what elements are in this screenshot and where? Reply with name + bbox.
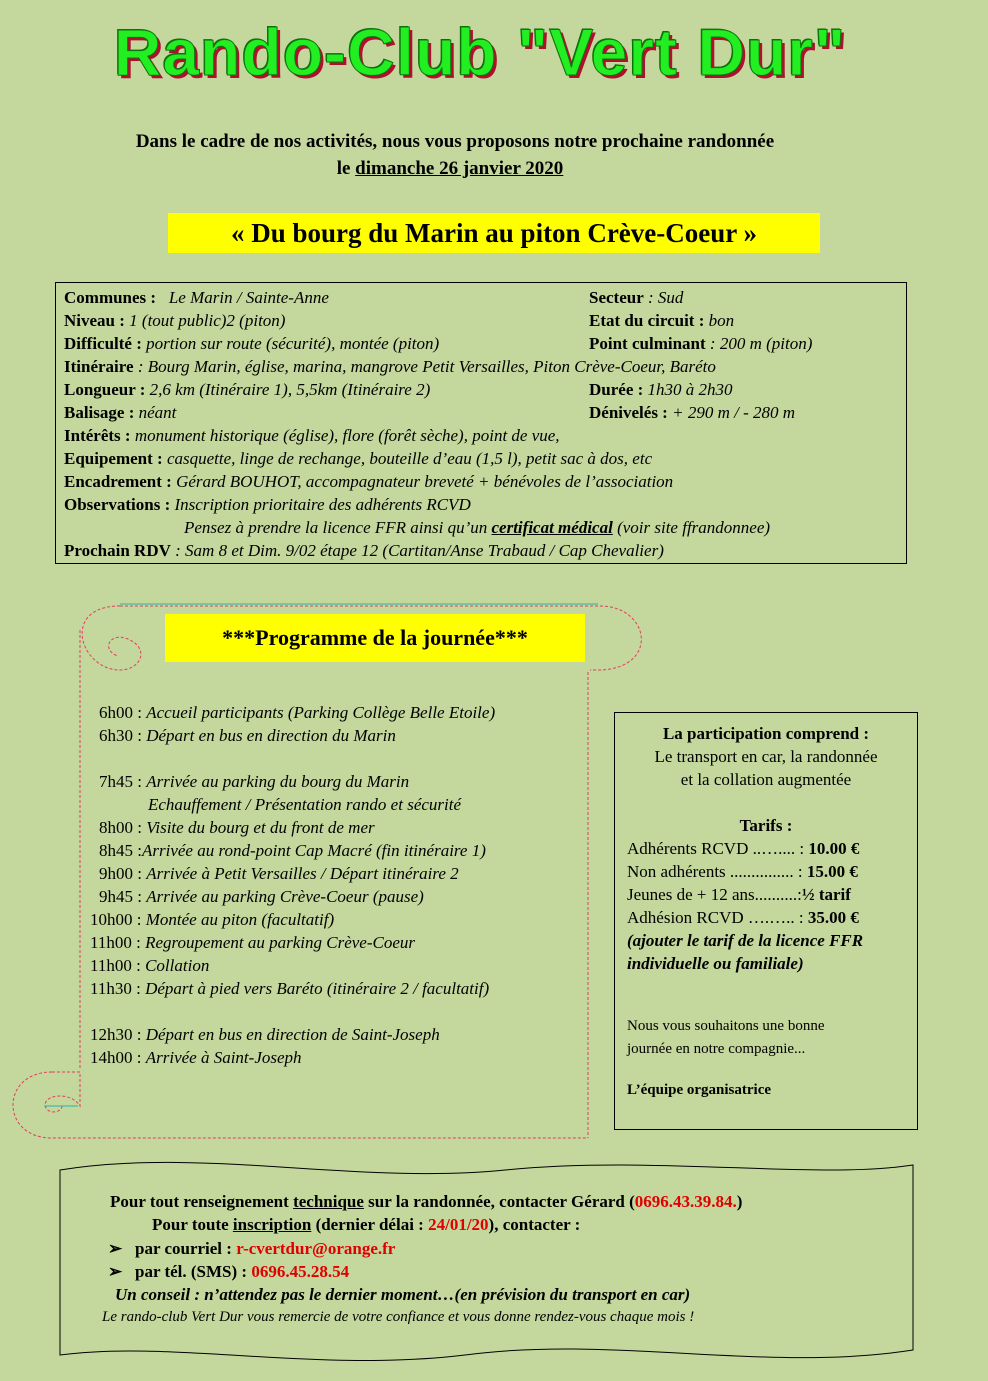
deniveles-value: + 290 m / - 280 m bbox=[667, 403, 796, 422]
technical-contact-line bbox=[110, 1190, 742, 1213]
rdv-label: Prochain RDV bbox=[64, 541, 171, 560]
programme-text: Echauffement / Présentation rando et sécurité bbox=[148, 795, 462, 814]
tarif-row bbox=[627, 860, 858, 883]
inscription-word: inscription bbox=[232, 1215, 312, 1234]
duree-value: 1h30 à 2h30 bbox=[643, 380, 733, 399]
programme-time: 11h00 : bbox=[90, 933, 146, 952]
programme-title: ***Programme de la journée*** bbox=[165, 614, 585, 662]
tarif-row bbox=[627, 906, 859, 929]
tarif-row bbox=[627, 837, 859, 860]
tarif-label: Adhésion RCVD ….….. : bbox=[627, 908, 808, 927]
programme-time: 10h00 : bbox=[90, 910, 146, 929]
deadline-date: 24/01/20 bbox=[428, 1215, 489, 1234]
programme-time: 11h00 : bbox=[90, 956, 146, 975]
programme-text: Regroupement au parking Crève-Coeur bbox=[145, 933, 415, 952]
balisage-value: néant bbox=[134, 403, 177, 422]
communes-value: Le Marin / Sainte-Anne bbox=[168, 288, 329, 307]
licence-note-2: individuelle ou familiale) bbox=[627, 954, 804, 973]
programme-item bbox=[99, 701, 495, 724]
signature: L’équipe organisatrice bbox=[627, 1082, 772, 1098]
itineraire-value: : Bourg Marin, église, marina, mangrove Petit Versailles, Piton Crève-Coeur, Baréto bbox=[133, 357, 716, 376]
programme-item bbox=[90, 1023, 440, 1046]
longueur-row bbox=[64, 378, 430, 401]
tarif-price: 15.00 € bbox=[806, 862, 858, 881]
balisage-row bbox=[64, 401, 176, 424]
email-link[interactable]: r-cvertdur@orange.fr bbox=[236, 1239, 396, 1258]
communes-row bbox=[64, 286, 329, 309]
programme-time: 14h00 : bbox=[90, 1048, 146, 1067]
programme-text: Montée au piton (facultatif) bbox=[145, 910, 335, 929]
longueur-value: 2,6 km (Itinéraire 1), 5,5km (Itinéraire 2) bbox=[145, 380, 431, 399]
secteur-row bbox=[589, 286, 683, 309]
programme-item bbox=[90, 931, 415, 954]
programme-text: Départ en bus en direction du Marin bbox=[146, 726, 396, 745]
tarif-label: Adhérents RCVD ..….... : bbox=[627, 839, 809, 858]
equipement-label: Equipement : bbox=[64, 449, 163, 468]
gerard-phone[interactable]: 0696.43.39.84. bbox=[634, 1192, 737, 1211]
sms-phone[interactable]: 0696.45.28.54 bbox=[251, 1262, 350, 1281]
programme-item bbox=[99, 816, 375, 839]
tarif-label: Non adhérents ............... : bbox=[627, 862, 807, 881]
observations-row bbox=[64, 493, 471, 516]
point-row bbox=[589, 332, 812, 355]
interets-value: monument historique (église), flore (forêt sèche), point de vue, bbox=[130, 426, 560, 445]
observations-value: Inscription prioritaire des adhérents RCVD bbox=[170, 495, 471, 514]
contact-text: ) bbox=[736, 1192, 743, 1211]
wish-line-1: Nous vous souhaitons une bonne bbox=[627, 1018, 825, 1034]
email-line bbox=[108, 1237, 395, 1260]
deniveles-row bbox=[589, 401, 795, 424]
interets-label: Intérêts : bbox=[64, 426, 131, 445]
bullet-arrow-icon: ➢ bbox=[108, 1239, 123, 1258]
equipement-value: casquette, linge de rechange, bouteille d’eau (1,5 l), petit sac à dos, etc bbox=[162, 449, 653, 468]
programme-text: Arrivée au rond-point Cap Macré (fin itinéraire 1) bbox=[141, 841, 486, 860]
programme-time: 11h30 : bbox=[90, 979, 146, 998]
programme-time: 12h30 : bbox=[90, 1025, 146, 1044]
difficulte-row bbox=[64, 332, 439, 355]
intro-line-2 bbox=[40, 158, 860, 180]
hike-date: dimanche 26 janvier 2020 bbox=[355, 158, 564, 179]
programme-item bbox=[90, 977, 489, 1000]
programme-text: Collation bbox=[145, 956, 210, 975]
programme-text: Arrivée à Petit Versailles / Départ itinéraire 2 bbox=[146, 864, 459, 883]
programme-text: Départ à pied vers Baréto (itinéraire 2 / facultatif) bbox=[145, 979, 490, 998]
programme-text: Arrivée à Saint-Joseph bbox=[145, 1048, 302, 1067]
programme-text: Arrivée au parking du bourg du Marin bbox=[146, 772, 410, 791]
longueur-label: Longueur : bbox=[64, 380, 146, 399]
contact-text: Pour tout renseignement bbox=[110, 1192, 294, 1211]
intro-prefix: le bbox=[336, 158, 356, 179]
tarif-label: Jeunes de + 12 ans..........: bbox=[627, 885, 802, 904]
niveau-row bbox=[64, 309, 285, 332]
licence-note-1: (ajouter le tarif de la licence FFR bbox=[627, 931, 864, 950]
duree-label: Durée : bbox=[589, 380, 644, 399]
wish-line-2: journée en notre compagnie... bbox=[627, 1041, 806, 1057]
contact-text: sur la randonnée, contacter Gérard ( bbox=[363, 1192, 635, 1211]
programme-item bbox=[99, 862, 459, 885]
observations-label: Observations : bbox=[64, 495, 171, 514]
participation-title: La participation comprend : bbox=[662, 724, 870, 743]
tarif-price: ½ tarif bbox=[801, 885, 851, 904]
tarifs-title: Tarifs : bbox=[739, 816, 793, 835]
point-label: Point culminant bbox=[589, 334, 706, 353]
programme-text: Départ en bus en direction de Saint-Joseph bbox=[145, 1025, 440, 1044]
etat-value: bon bbox=[704, 311, 735, 330]
programme-item bbox=[99, 724, 396, 747]
programme-text: Arrivée au parking Crève-Coeur (pause) bbox=[146, 887, 424, 906]
itineraire-label: Itinéraire bbox=[64, 357, 134, 376]
tarifs-box bbox=[614, 712, 918, 1130]
programme-time: 9h00 : bbox=[99, 864, 147, 883]
programme-item bbox=[148, 793, 461, 816]
programme-item bbox=[90, 954, 209, 977]
programme-time: 9h45 : bbox=[99, 887, 147, 906]
contact-text: ), contacter : bbox=[488, 1215, 581, 1234]
difficulte-value: portion sur route (sécurité), montée (piton) bbox=[141, 334, 440, 353]
programme-item bbox=[90, 908, 334, 931]
encadrement-value: Gérard BOUHOT, accompagnateur breveté + bénévoles de l’association bbox=[171, 472, 674, 491]
tarif-price: 10.00 € bbox=[808, 839, 860, 858]
medical-certificate-text: certificat médical bbox=[491, 518, 613, 537]
rdv-row bbox=[64, 539, 664, 562]
programme-time: 8h45 : bbox=[99, 841, 142, 860]
participation-line-2: et la collation augmentée bbox=[680, 770, 852, 789]
hike-info-box bbox=[55, 282, 907, 564]
duree-row bbox=[589, 378, 733, 401]
hike-title: « Du bourg du Marin au piton Crève-Coeur » bbox=[168, 213, 820, 253]
balisage-label: Balisage : bbox=[64, 403, 135, 422]
secteur-label: Secteur bbox=[589, 288, 644, 307]
inscription-line bbox=[152, 1213, 580, 1236]
deniveles-label: Dénivelés : bbox=[589, 403, 668, 422]
equipement-row bbox=[64, 447, 652, 470]
email-label: par courriel : bbox=[135, 1239, 237, 1258]
thanks-line: Le rando-club Vert Dur vous remercie de votre confiance et vous donne rendez-vous chaque mois ! bbox=[102, 1309, 695, 1325]
observations-site-text: (voir site ffrandonnee) bbox=[612, 518, 771, 537]
bullet-arrow-icon: ➢ bbox=[108, 1262, 123, 1281]
programme-item bbox=[99, 770, 409, 793]
programme-time: 8h00 : bbox=[99, 818, 147, 837]
point-value: : 200 m (piton) bbox=[705, 334, 813, 353]
programme-item bbox=[90, 1046, 302, 1069]
niveau-value: 1 (tout public)2 (piton) bbox=[124, 311, 286, 330]
etat-row bbox=[589, 309, 734, 332]
sms-label: par tél. (SMS) : bbox=[135, 1262, 252, 1281]
interets-row bbox=[64, 424, 560, 447]
observations-licence-text: Pensez à prendre la licence FFR ainsi qu’un bbox=[184, 518, 492, 537]
programme-time: 7h45 : bbox=[99, 772, 147, 791]
intro-line-1: Dans le cadre de nos activités, nous vous proposons notre prochaine randonnée bbox=[135, 131, 775, 152]
sms-line bbox=[108, 1260, 349, 1283]
communes-label: Communes : bbox=[64, 288, 157, 307]
rdv-value: : Sam 8 et Dim. 9/02 étape 12 (Cartitan/Anse Trabaud / Cap Chevalier) bbox=[170, 541, 664, 560]
tarif-row bbox=[627, 883, 851, 906]
advice-line: Un conseil : n’attendez pas le dernier moment…(en prévision du transport en car) bbox=[115, 1285, 691, 1304]
contact-text: (dernier délai : bbox=[311, 1215, 429, 1234]
page-title: Rando-Club "Vert Dur" bbox=[113, 15, 847, 89]
technique-word: technique bbox=[293, 1192, 364, 1211]
etat-label: Etat du circuit : bbox=[589, 311, 705, 330]
difficulte-label: Difficulté : bbox=[64, 334, 142, 353]
programme-item bbox=[99, 885, 424, 908]
encadrement-label: Encadrement : bbox=[64, 472, 172, 491]
programme-time: 6h30 : bbox=[99, 726, 147, 745]
niveau-label: Niveau : bbox=[64, 311, 125, 330]
observations-row-2 bbox=[184, 516, 770, 539]
secteur-value: : Sud bbox=[643, 288, 684, 307]
tarif-price: 35.00 € bbox=[807, 908, 859, 927]
encadrement-row bbox=[64, 470, 673, 493]
programme-text: Accueil participants (Parking Collège Belle Etoile) bbox=[146, 703, 496, 722]
participation-line-1: Le transport en car, la randonnée bbox=[654, 747, 878, 766]
programme-item bbox=[99, 839, 486, 862]
programme-text: Visite du bourg et du front de mer bbox=[146, 818, 375, 837]
programme-time: 6h00 : bbox=[99, 703, 147, 722]
contact-text: Pour toute bbox=[152, 1215, 233, 1234]
itineraire-row bbox=[64, 355, 716, 378]
